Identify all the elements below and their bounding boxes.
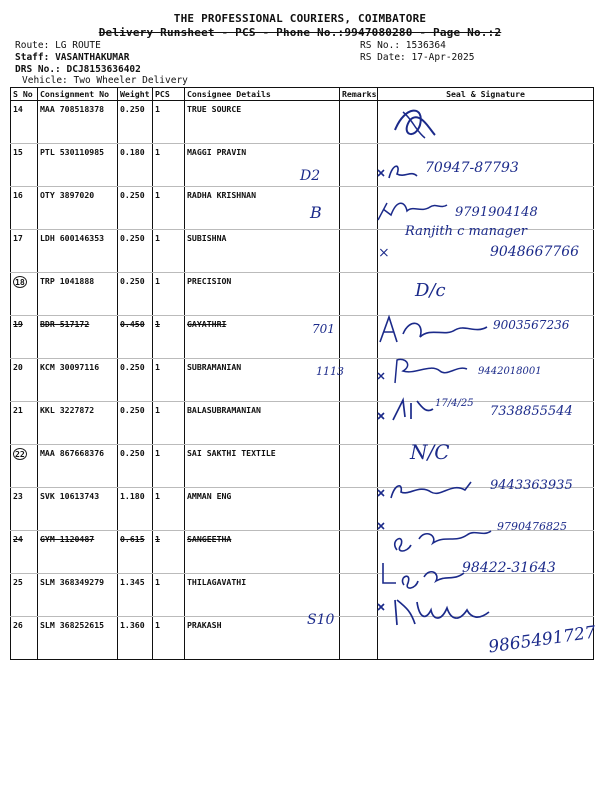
cell-consignment-no-text: SVK 10613743 — [40, 491, 100, 501]
cell-consignment-no-text: MAA 708518378 — [40, 104, 105, 114]
rs-date-label: RS Date: — [360, 52, 406, 63]
cell-sno-text: 25 — [13, 577, 23, 587]
cell-weight-text: 0.450 — [120, 319, 145, 329]
cell-weight-text: 0.615 — [120, 534, 145, 544]
cell-weight — [118, 187, 153, 230]
cell-consignment-no — [38, 273, 118, 316]
cell-sno-text: 15 — [13, 147, 23, 157]
cell-consignment-no — [38, 445, 118, 488]
cell-pcs — [153, 574, 185, 617]
cell-weight — [118, 144, 153, 187]
runsheet-subtitle — [0, 26, 600, 39]
cell-weight — [118, 402, 153, 445]
cell-remarks — [340, 273, 378, 316]
company-title: THE PROFESSIONAL COURIERS, COIMBATORE — [173, 12, 427, 25]
cell-weight — [118, 574, 153, 617]
table-row — [11, 359, 594, 402]
cell-weight — [118, 488, 153, 531]
cell-consignment-no — [38, 617, 118, 660]
cell-remarks — [340, 144, 378, 187]
cell-pcs — [153, 316, 185, 359]
cell-weight-text: 0.180 — [120, 147, 145, 157]
signature-row26 — [375, 590, 495, 630]
cell-weight-text: 0.250 — [120, 276, 145, 286]
cell-sno — [11, 101, 38, 144]
r18-note: D/c — [415, 280, 446, 301]
cell-weight-text: 0.250 — [120, 362, 145, 372]
cell-consignee-text: MAGGI PRAVIN — [187, 147, 247, 157]
cell-weight-text: 0.250 — [120, 448, 145, 458]
cell-sno-text: 20 — [13, 362, 23, 372]
cell-sno-text: 19 — [13, 319, 23, 329]
runsheet-meta-right — [360, 40, 474, 64]
staff-value: VASANTHAKUMAR — [55, 52, 130, 63]
cell-consignment-no — [38, 359, 118, 402]
cell-consignment-no-text: KKL 3227872 — [40, 405, 95, 415]
cell-pcs — [153, 531, 185, 574]
cell-pcs — [153, 273, 185, 316]
cell-remarks — [340, 488, 378, 531]
cell-consignee-text: BALASUBRAMANIAN — [187, 405, 261, 415]
cell-sno-text — [13, 273, 35, 288]
cell-pcs-text: 1 — [155, 577, 160, 587]
r26-remark: S10 — [307, 612, 335, 628]
cell-weight-text: 0.250 — [120, 190, 145, 200]
cell-consignment-no — [38, 574, 118, 617]
cell-consignee-text: TRUE SOURCE — [187, 104, 242, 114]
cell-consignee-text: SUBISHNA — [187, 233, 227, 243]
cell-sno-text: 16 — [13, 190, 23, 200]
rs-date-line — [360, 52, 474, 64]
cell-weight — [118, 445, 153, 488]
cell-consignee — [185, 574, 340, 617]
cell-consignee — [185, 445, 340, 488]
cell-consignment-no-text: BDR 517172 — [40, 319, 90, 329]
signature-row21 — [375, 395, 435, 425]
cell-sno-text: 21 — [13, 405, 23, 415]
r19-remark: 701 — [312, 322, 335, 336]
runsheet-subtitle-text: Delivery Runsheet - PCS - Phone No.:9947080280 - Page No.:2 — [98, 26, 502, 39]
rs-no-value: 1536364 — [405, 40, 446, 51]
cell-consignee-text: PRAKASH — [187, 620, 222, 630]
cell-pcs-text: 1 — [155, 147, 160, 157]
cell-pcs-text: 1 — [155, 448, 160, 458]
cell-consignment-no-text: MAA 867668376 — [40, 448, 105, 458]
cell-consignee-text: AMMAN ENG — [187, 491, 232, 501]
cell-pcs-text: 1 — [155, 319, 160, 329]
cell-consignment-no — [38, 316, 118, 359]
cell-consignment-no-text: LDH 600146353 — [40, 233, 105, 243]
signature-row20 — [375, 355, 470, 385]
cell-pcs — [153, 144, 185, 187]
cell-pcs-text: 1 — [155, 491, 160, 501]
signature-row25 — [378, 555, 468, 590]
r15-remark: D2 — [300, 168, 321, 184]
cell-consignment-no-text: GYM 1120487 — [40, 534, 95, 544]
r19-phone: 9003567236 — [493, 318, 570, 332]
cell-remarks — [340, 359, 378, 402]
cell-consignee-text: THILAGAVATHI — [187, 577, 247, 587]
cell-sno-text: 14 — [13, 104, 23, 114]
signature-row15 — [375, 160, 420, 185]
cell-pcs-text: 1 — [155, 233, 160, 243]
cell-sno — [11, 273, 38, 316]
cell-consignment-no — [38, 187, 118, 230]
cell-sno — [11, 187, 38, 230]
cell-consignee — [185, 101, 340, 144]
r16-phone: 9791904148 — [455, 205, 538, 220]
cell-pcs — [153, 488, 185, 531]
r17-name: Ranjith c manager — [405, 224, 527, 239]
cell-sno-text: 26 — [13, 620, 23, 630]
cell-pcs-text: 1 — [155, 405, 160, 415]
cell-sno — [11, 445, 38, 488]
cell-sno-text — [13, 445, 35, 460]
cell-consignee-text: PRECISION — [187, 276, 232, 286]
cell-consignee-text: GAYATHRI — [187, 319, 227, 329]
cell-pcs — [153, 359, 185, 402]
cell-weight-text: 0.250 — [120, 233, 145, 243]
vehicle-value: Two Wheeler Delivery — [73, 75, 188, 86]
cell-pcs — [153, 617, 185, 660]
sno-circle: 22 — [15, 449, 25, 459]
cell-sno-text: 23 — [13, 491, 23, 501]
r20-remark: 1113 — [316, 365, 344, 378]
r26-phone: 9865491727 — [487, 622, 598, 658]
cell-weight-text: 1.180 — [120, 491, 145, 501]
cell-remarks — [340, 445, 378, 488]
table-header-row — [11, 88, 594, 101]
signature-row24 — [375, 515, 495, 555]
cell-consignment-no-text: KCM 30097116 — [40, 362, 100, 372]
route-line — [15, 40, 141, 52]
cell-sno — [11, 316, 38, 359]
cell-consignee-text: RADHA KRISHNAN — [187, 190, 257, 200]
cell-pcs — [153, 187, 185, 230]
cell-sno — [11, 144, 38, 187]
cell-pcs — [153, 230, 185, 273]
cell-sno-text: 17 — [13, 233, 23, 243]
cell-consignment-no-text: SLM 368252615 — [40, 620, 105, 630]
r20-phone: 9442018001 — [478, 366, 542, 377]
cell-pcs-text: 1 — [155, 620, 160, 630]
cell-weight — [118, 531, 153, 574]
cell-consignment-no — [38, 101, 118, 144]
cell-remarks — [340, 101, 378, 144]
rs-date-value: 17-Apr-2025 — [411, 52, 475, 63]
drs-value: DCJ8153636402 — [66, 64, 141, 75]
cell-consignment-no — [38, 230, 118, 273]
vehicle-label: Vehicle: — [22, 75, 68, 86]
cell-pcs-text: 1 — [155, 362, 160, 372]
cell-weight — [118, 230, 153, 273]
r16-remark: B — [310, 203, 322, 222]
r25-phone: 98422-31643 — [462, 560, 556, 576]
cell-pcs — [153, 101, 185, 144]
rs-no-line — [360, 40, 474, 52]
cell-sno — [11, 617, 38, 660]
cell-consignee-text: SAI SAKTHI TEXTILE — [187, 448, 276, 458]
cell-remarks — [340, 531, 378, 574]
col-seal-signature: Seal & Signature — [378, 88, 594, 101]
cell-sno — [11, 531, 38, 574]
col-consignment-no: Consignment No — [38, 88, 118, 101]
route-label: Route: — [15, 40, 50, 51]
cell-sno — [11, 574, 38, 617]
cell-weight — [118, 316, 153, 359]
cell-weight — [118, 617, 153, 660]
cell-weight — [118, 359, 153, 402]
col-pcs: PCS — [153, 88, 185, 101]
cell-weight — [118, 273, 153, 316]
col-sno: S No — [11, 88, 38, 101]
table-row — [11, 574, 594, 617]
staff-label: Staff: — [15, 52, 50, 63]
cell-consignee — [185, 230, 340, 273]
cell-consignee — [185, 531, 340, 574]
r21-date: 17/4/25 — [435, 398, 474, 409]
cell-pcs — [153, 402, 185, 445]
cell-weight-text: 1.360 — [120, 620, 145, 630]
vehicle-line — [22, 75, 188, 86]
cell-sno — [11, 488, 38, 531]
cell-pcs-text: 1 — [155, 276, 160, 286]
col-consignee: Consignee Details — [185, 88, 340, 101]
cell-remarks — [340, 402, 378, 445]
signature-row14 — [385, 100, 445, 145]
cell-remarks — [340, 574, 378, 617]
r23-phone: 9443363935 — [490, 478, 573, 493]
cell-remarks — [340, 187, 378, 230]
cell-consignment-no-text: PTL 530110985 — [40, 147, 105, 157]
cell-pcs-text: 1 — [155, 534, 160, 544]
cell-consignment-no — [38, 144, 118, 187]
col-weight: Weight — [118, 88, 153, 101]
r15-phone: 70947-87793 — [425, 160, 519, 176]
cell-remarks — [340, 230, 378, 273]
cell-consignment-no-text: OTY 3897020 — [40, 190, 95, 200]
r22-note: N/C — [410, 440, 450, 464]
col-remarks: Remarks — [340, 88, 378, 101]
cell-seal-signature — [378, 273, 594, 316]
cell-remarks — [340, 617, 378, 660]
signature-row16 — [375, 195, 450, 225]
signature-row19 — [375, 312, 490, 347]
drs-label: DRS No.: — [15, 64, 61, 75]
cell-weight — [118, 101, 153, 144]
route-value: LG ROUTE — [55, 40, 101, 51]
cell-weight-text: 0.250 — [120, 104, 145, 114]
cell-pcs — [153, 445, 185, 488]
table-row — [11, 273, 594, 316]
cell-sno-text: 24 — [13, 534, 23, 544]
cell-consignment-no — [38, 488, 118, 531]
sno-circle: 18 — [15, 277, 25, 287]
cell-remarks — [340, 316, 378, 359]
cell-consignment-no — [38, 531, 118, 574]
cell-consignee — [185, 488, 340, 531]
cell-sno — [11, 230, 38, 273]
cell-pcs-text: 1 — [155, 190, 160, 200]
r21-phone: 7338855544 — [490, 404, 573, 419]
cell-consignee — [185, 273, 340, 316]
table-row — [11, 101, 594, 144]
signature-row23 — [375, 478, 485, 506]
r17-phone: 9048667766 — [490, 244, 580, 260]
runsheet-meta-left — [15, 40, 141, 76]
cell-sno — [11, 359, 38, 402]
cell-consignee-text: SANGEETHA — [187, 534, 232, 544]
cell-weight-text: 1.345 — [120, 577, 145, 587]
cell-weight-text: 0.250 — [120, 405, 145, 415]
cell-consignment-no-text: TRP 1041888 — [40, 276, 95, 286]
cell-consignee-text: SUBRAMANIAN — [187, 362, 242, 372]
cell-pcs-text: 1 — [155, 104, 160, 114]
cell-sno — [11, 402, 38, 445]
rs-no-label: RS No.: — [360, 40, 401, 51]
cell-consignee — [185, 402, 340, 445]
cell-consignment-no — [38, 402, 118, 445]
r24-phone: 9790476825 — [497, 520, 567, 533]
staff-line — [15, 52, 141, 64]
r17-mark: × — [378, 245, 390, 261]
cell-consignment-no-text: SLM 368349279 — [40, 577, 105, 587]
